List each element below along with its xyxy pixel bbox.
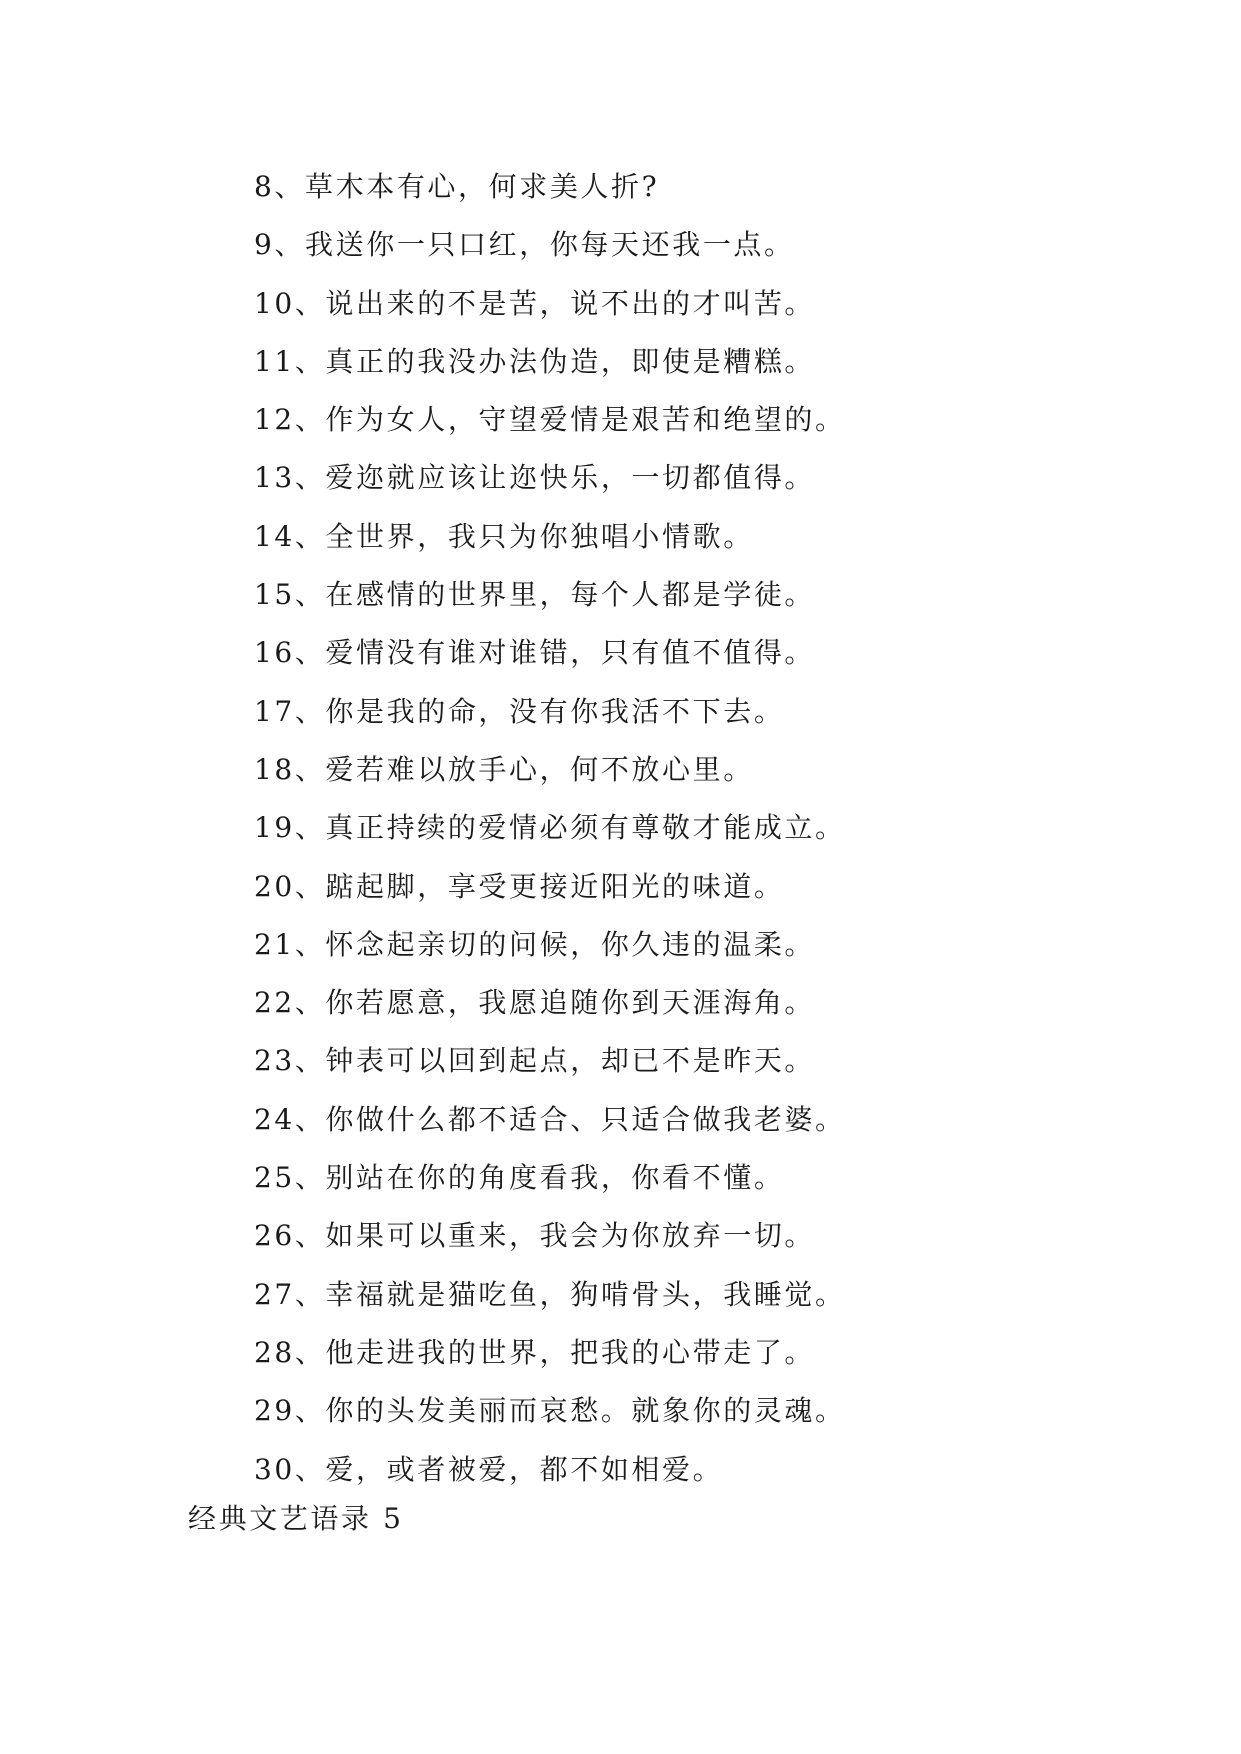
- quote-item: 10、说出来的不是苦，说不出的才叫苦。: [254, 286, 816, 320]
- quote-item: 25、别站在你的角度看我，你看不懂。: [254, 1161, 785, 1195]
- section-heading: 经典文艺语录 5: [188, 1502, 404, 1535]
- quote-item: 22、你若愿意，我愿追随你到天涯海角。: [254, 986, 816, 1020]
- quote-item: 28、他走进我的世界，把我的心带走了。: [254, 1335, 816, 1369]
- quote-item: 26、如果可以重来，我会为你放弃一切。: [254, 1219, 816, 1253]
- quote-item: 9、我送你一只口红，你每天还我一点。: [254, 228, 795, 262]
- quote-item: 27、幸福就是猫吃鱼，狗啃骨头，我睡觉。: [254, 1277, 846, 1311]
- quote-item: 17、你是我的命，没有你我活不下去。: [254, 694, 785, 728]
- quote-item: 16、爱情没有谁对谁错，只有值不值得。: [254, 636, 816, 670]
- quote-item: 11、真正的我没办法伪造，即使是糟糕。: [254, 344, 816, 378]
- quote-list: [254, 158, 846, 1499]
- quote-item: 24、你做什么都不适合、只适合做我老婆。: [254, 1102, 846, 1136]
- quote-item: 29、你的头发美丽而哀愁。就象你的灵魂。: [254, 1394, 846, 1428]
- quote-item: 18、爱若难以放手心，何不放心里。: [254, 752, 754, 786]
- quote-item: 30、爱，或者被爱，都不如相爱。: [254, 1452, 724, 1486]
- quote-item: 15、在感情的世界里，每个人都是学徒。: [254, 578, 816, 612]
- quote-item: 20、踮起脚，享受更接近阳光的味道。: [254, 869, 785, 903]
- quote-item: 19、真正持续的爱情必须有尊敬才能成立。: [254, 811, 846, 845]
- quote-item: 21、怀念起亲切的问候，你久违的温柔。: [254, 927, 816, 961]
- quote-item: 23、钟表可以回到起点，却已不是昨天。: [254, 1044, 816, 1078]
- quote-item: 14、全世界，我只为你独唱小情歌。: [254, 519, 754, 553]
- quote-item: 13、爱迩就应该让迩快乐，一切都值得。: [254, 461, 816, 495]
- quote-item: 12、作为女人，守望爱情是艰苦和绝望的。: [254, 403, 846, 437]
- quote-item: 8、草木本有心，何求美人折?: [254, 170, 660, 203]
